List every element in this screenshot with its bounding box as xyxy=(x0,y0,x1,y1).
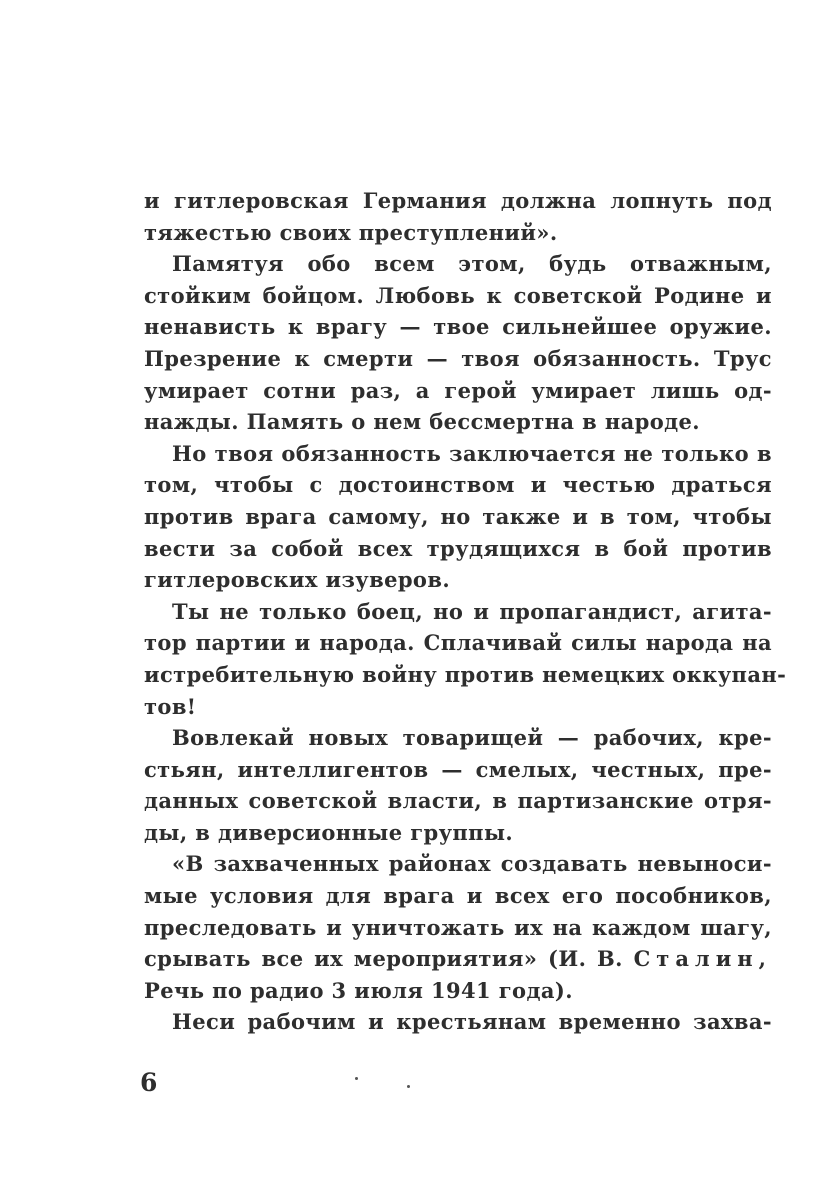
print-speck xyxy=(355,1077,358,1080)
text-line: мые условия для врага и всех его пособников, xyxy=(144,883,772,909)
text-line: том, чтобы с достоинством и честью драться xyxy=(144,472,772,498)
text-line: против врага самому, но также и в том, чтобы xyxy=(144,503,772,529)
text-line: Памятуя обо всем этом, будь отважным, xyxy=(172,251,772,277)
text-line: Ты не только боец, но и пропагандист, агита- xyxy=(172,598,772,624)
text-line: и гитлеровская Германия должна лопнуть под xyxy=(144,188,772,213)
text-line: гитлеровских изуверов. xyxy=(144,567,451,593)
text-line: тор партии и народа. Сплачивай силы народа на xyxy=(144,630,772,656)
text-line xyxy=(144,943,772,975)
text-line: ненависть к врагу — твое сильнейшее оружие. xyxy=(144,314,772,340)
text-line: ды, в диверсионные группы. xyxy=(144,819,514,845)
text-line: вести за собой всех трудящихся в бой против xyxy=(144,535,772,561)
text-line: нажды. Память о нем бессмертна в народе. xyxy=(144,409,700,435)
text-line: тов! xyxy=(144,693,197,719)
quote-text: срывать все их мероприятия» (И. В. xyxy=(144,946,634,972)
text-line: Вовлекай новых товарищей — рабочих, кре- xyxy=(172,725,772,751)
text-line: Но твоя обязанность заключается не только в xyxy=(172,440,772,466)
text-line: Неси рабочим и крестьянам временно захва- xyxy=(172,1009,772,1035)
page-number: 6 xyxy=(140,1068,158,1097)
text-line: стойким бойцом. Любовь к советской Родине и xyxy=(144,282,772,308)
text-line: Речь по радио 3 июля 1941 года). xyxy=(144,977,573,1003)
print-speck xyxy=(407,1085,410,1088)
text-line: тяжестью своих преступлений». xyxy=(144,219,558,245)
text-line: стьян, интеллигентов — смелых, честных, пре- xyxy=(144,756,772,782)
text-line: преследовать и уничтожать их на каждом шагу, xyxy=(144,914,772,940)
text-line: данных советской власти, в партизанские отря- xyxy=(144,788,772,814)
text-line: умирает сотни раз, а герой умирает лишь од- xyxy=(144,377,772,403)
text-line: «В захваченных районах создавать невыноси- xyxy=(172,851,772,877)
body-text xyxy=(144,185,787,1038)
text-line: истребительную войну против немецких оккупан- xyxy=(144,661,787,687)
author-name: Сталин, xyxy=(633,946,772,972)
text-line: Презрение к смерти — твоя обязанность. Трус xyxy=(144,345,772,371)
